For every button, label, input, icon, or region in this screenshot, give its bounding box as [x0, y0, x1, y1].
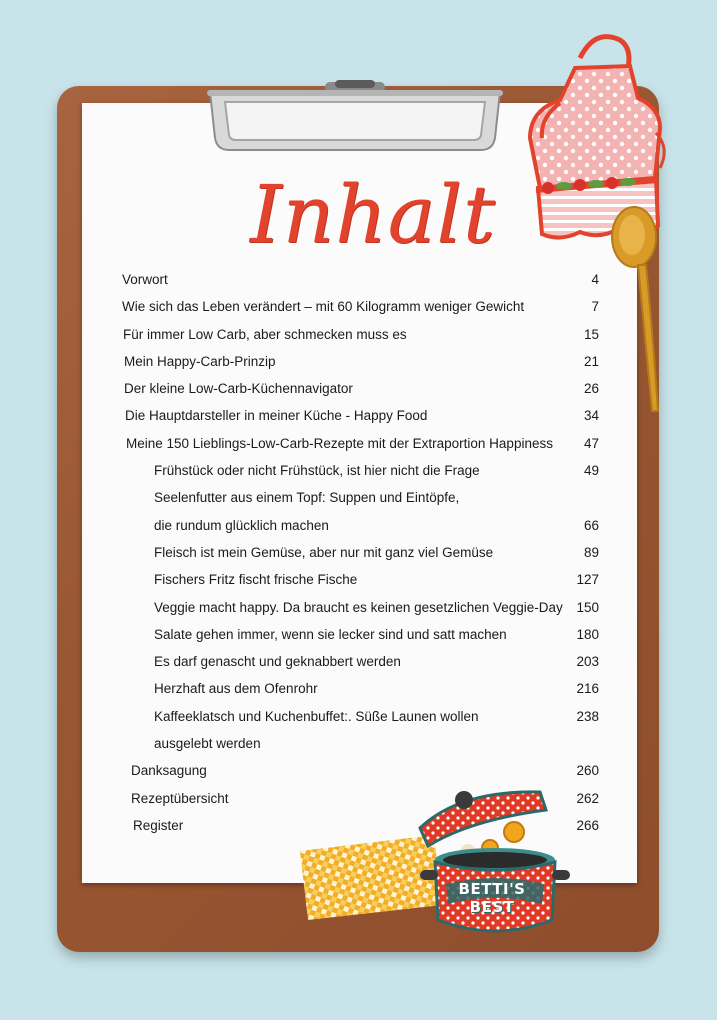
- toc-row: [82, 594, 637, 621]
- toc-row: [82, 457, 637, 484]
- toc-label: Der kleine Low-Carb-Küchennavigator: [124, 381, 353, 397]
- toc-row: [82, 539, 637, 566]
- toc-label: Vorwort: [122, 272, 168, 287]
- toc-page: 21: [583, 353, 599, 369]
- table-of-contents: [82, 266, 637, 839]
- toc-label: Danksagung: [131, 763, 207, 779]
- toc-row: [82, 621, 637, 648]
- page-title: Inhalt: [250, 168, 497, 261]
- toc-label: ausgelebt werden: [154, 736, 261, 752]
- toc-page: 260: [576, 763, 599, 779]
- toc-page: 238: [576, 708, 599, 724]
- toc-page: 150: [576, 599, 599, 615]
- toc-row: [82, 266, 637, 293]
- toc-row: [82, 430, 637, 457]
- toc-row: [82, 566, 637, 593]
- toc-row: [82, 675, 637, 702]
- toc-row: [82, 484, 637, 511]
- toc-page: 127: [576, 572, 599, 588]
- toc-page: 34: [583, 408, 599, 424]
- toc-label: Herzhaft aus dem Ofenrohr: [154, 681, 318, 697]
- toc-page: 203: [576, 654, 599, 670]
- toc-row: [82, 321, 637, 348]
- toc-label: Mein Happy-Carb-Prinzip: [124, 353, 276, 369]
- toc-label: die rundum glücklich machen: [154, 517, 329, 533]
- toc-row: [82, 375, 637, 402]
- toc-page: 15: [583, 326, 599, 342]
- bettis-best-badge: BETTI'S BEST: [458, 880, 526, 916]
- toc-label: Rezeptübersicht: [131, 790, 229, 806]
- toc-row: [82, 512, 637, 539]
- toc-label: Kaffeeklatsch und Kuchenbuffet:. Süße Launen wollen: [154, 708, 479, 724]
- toc-label: Die Hauptdarsteller in meiner Küche - Happy Food: [125, 408, 428, 424]
- toc-page: 66: [583, 517, 599, 533]
- toc-label: Salate gehen immer, wenn sie lecker sind und satt machen: [154, 626, 507, 642]
- toc-label: Frühstück oder nicht Frühstück, ist hier nicht die Frage: [154, 463, 480, 479]
- cooking-pot-icon: [410, 780, 580, 940]
- toc-page: 7: [591, 299, 599, 315]
- toc-label: Meine 150 Lieblings-Low-Carb-Rezepte mit der Extraportion Happiness: [126, 435, 553, 451]
- toc-row: [82, 648, 637, 675]
- toc-label: Fleisch ist mein Gemüse, aber nur mit ganz viel Gemüse: [154, 544, 494, 560]
- toc-page: 262: [576, 790, 599, 806]
- toc-page: 26: [583, 381, 599, 397]
- toc-row: [82, 703, 637, 730]
- toc-page: 266: [576, 817, 599, 833]
- toc-label: Seelenfutter aus einem Topf: Suppen und Eintöpfe,: [154, 490, 460, 506]
- toc-label: Es darf genascht und geknabbert werden: [154, 654, 401, 670]
- toc-page: 180: [576, 626, 599, 642]
- toc-label: Für immer Low Carb, aber schmecken muss es: [123, 326, 407, 342]
- toc-row: [82, 402, 637, 429]
- toc-page: 89: [583, 544, 599, 560]
- toc-row: [82, 293, 637, 320]
- wooden-spoon-icon: [608, 205, 664, 417]
- toc-row: [82, 730, 637, 757]
- toc-label: Veggie macht happy. Da braucht es keinen gesetzlichen Veggie-Day: [154, 599, 563, 615]
- toc-label: Register: [133, 817, 184, 833]
- toc-page: 47: [583, 435, 599, 451]
- clipboard-clip-icon: [195, 80, 515, 160]
- toc-label: Wie sich das Leben verändert – mit 60 Kilogramm weniger Gewicht: [122, 299, 525, 315]
- toc-page: 49: [583, 463, 599, 479]
- toc-label: Fischers Fritz fischt frische Fische: [154, 572, 358, 588]
- toc-page: 216: [576, 681, 599, 697]
- toc-page: 4: [591, 272, 599, 287]
- toc-row: [82, 348, 637, 375]
